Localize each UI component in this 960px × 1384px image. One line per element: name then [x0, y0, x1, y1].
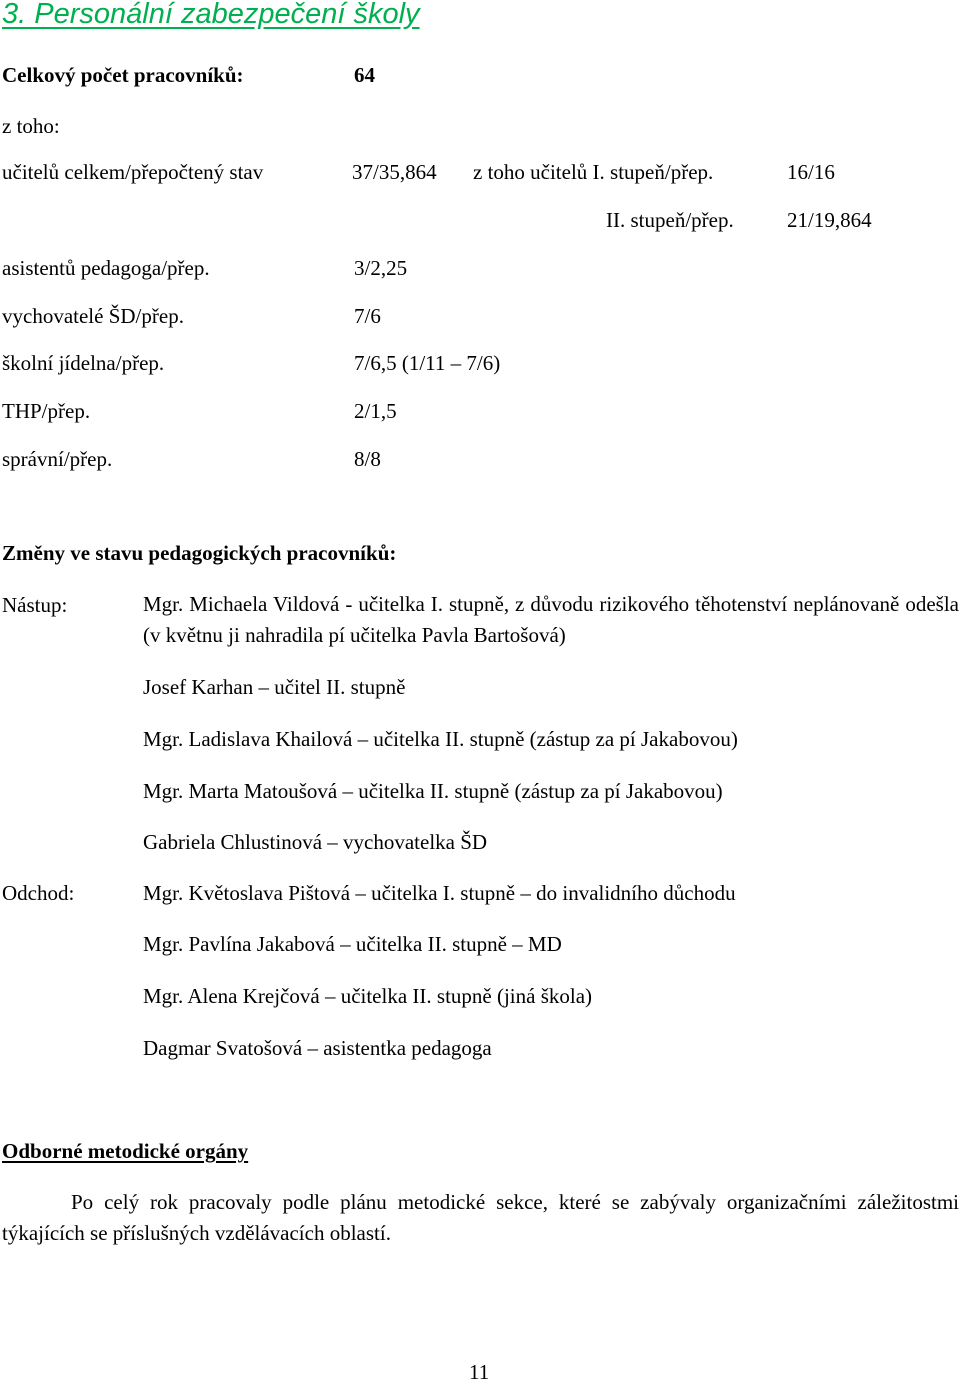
methodical-title: Odborné metodické orgány	[2, 1139, 249, 1163]
staff-row-value: 7/6	[354, 304, 381, 328]
staff-row-label: správní/přep.	[2, 447, 113, 471]
arrival-entry: Mgr. Ladislava Khailová – učitelka II. stupně (zástup za pí Jakabovou)	[143, 727, 738, 751]
staff-row-value: 8/8	[354, 447, 381, 471]
methodical-text: Po celý rok pracovaly podle plánu metodické sekce, které se zabývaly organizačními záležitostmi týkajících se příslušných vzdělávacích oblastí.	[2, 1190, 959, 1245]
departure-entry: Dagmar Svatošová – asistentka pedagoga	[143, 1036, 492, 1060]
first-stage-label: z toho učitelů I. stupeň/přep.	[473, 160, 714, 184]
arrival-first-entry: Mgr. Michaela Vildová - učitelka I. stupně, z důvodu rizikového těhotenství neplánovaně odešla (v květnu ji nahradila pí učitelka Pavla Bartošová)	[143, 592, 959, 647]
arrival-entry: Josef Karhan – učitel II. stupně	[143, 675, 406, 699]
second-stage-label: II. stupeň/přep.	[606, 208, 734, 232]
total-label: Celkový počet pracovníků:	[2, 63, 244, 87]
first-stage-value: 16/16	[787, 160, 835, 184]
arrivals-label: Nástup:	[2, 593, 68, 617]
departure-entry: Mgr. Květoslava Pištová – učitelka I. stupně – do invalidního důchodu	[143, 881, 736, 905]
of-which-label: z toho:	[2, 114, 60, 138]
staff-row-value: 2/1,5	[354, 399, 397, 423]
staff-row-label: THP/přep.	[2, 399, 91, 423]
staff-row-label: asistentů pedagoga/přep.	[2, 256, 210, 280]
total-value: 64	[354, 63, 375, 87]
teachers-label: učitelů celkem/přepočtený stav	[2, 160, 264, 184]
changes-title: Změny ve stavu pedagogických pracovníků:	[2, 541, 397, 565]
second-stage-value: 21/19,864	[787, 208, 872, 232]
staff-row-label: vychovatelé ŠD/přep.	[2, 304, 184, 328]
staff-row-label: školní jídelna/přep.	[2, 351, 165, 375]
arrival-entry: Gabriela Chlustinová – vychovatelka ŠD	[143, 830, 488, 854]
page-heading: 3. Personální zabezpečení školy	[2, 0, 420, 30]
page-number: 11	[469, 1360, 490, 1384]
staff-row-value: 3/2,25	[354, 256, 408, 280]
departure-entry: Mgr. Alena Krejčová – učitelka II. stupně (jiná škola)	[143, 984, 593, 1008]
arrival-entry: Mgr. Marta Matoušová – učitelka II. stupně (zástup za pí Jakabovou)	[143, 779, 723, 803]
staff-row-value: 7/6,5 (1/11 – 7/6)	[354, 351, 501, 375]
teachers-value: 37/35,864	[352, 160, 437, 184]
departure-entry: Mgr. Pavlína Jakabová – učitelka II. stupně – MD	[143, 932, 562, 956]
departures-label: Odchod:	[2, 881, 75, 905]
